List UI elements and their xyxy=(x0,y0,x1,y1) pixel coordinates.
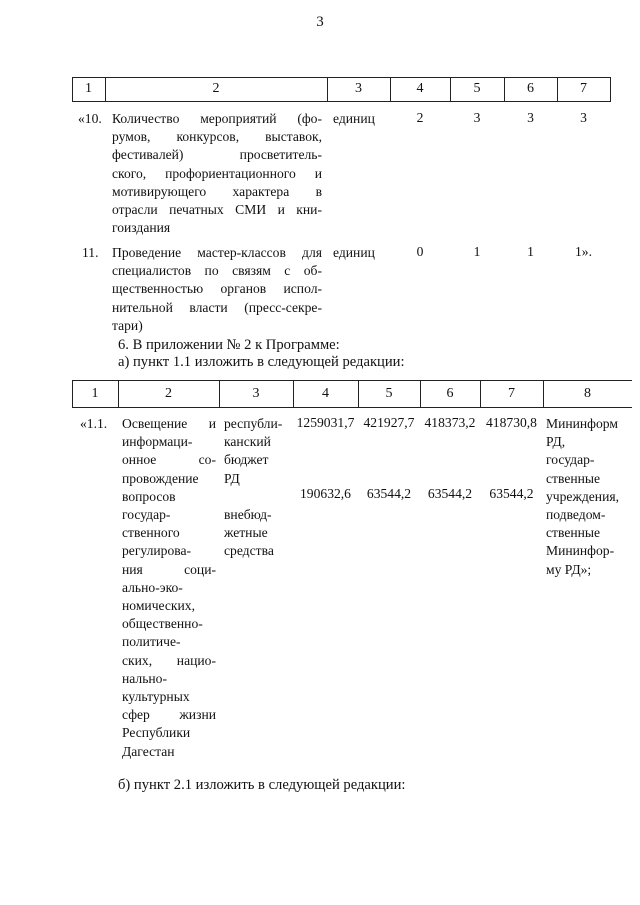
value-col5: 421927,7 xyxy=(363,415,415,430)
t2-header-7: 7 xyxy=(508,386,515,401)
value-col7: 63544,2 xyxy=(489,486,534,501)
executor: Мининформ РД, государ- ственные учреждения, подведом- ственные Мининфор- му РД»; xyxy=(546,416,620,577)
value-col6: 1 xyxy=(527,244,534,259)
t1-header-1: 1 xyxy=(85,81,92,96)
t1-header-2: 2 xyxy=(212,81,220,96)
value-col5: 3 xyxy=(473,110,481,125)
funding-source: внебюд- жетные средства xyxy=(224,507,274,559)
value-col4: 2 xyxy=(416,110,424,125)
indicator-name: Проведение мастер-классов для специалистов по связям с об- щественностью органов испол- нительной власти (пресс-секре- тари) xyxy=(112,245,322,333)
paragraph-6a: а) пункт 1.1 изложить в следующей редакции: xyxy=(118,354,405,370)
value-col7: 1». xyxy=(575,244,592,259)
t2-header-8: 8 xyxy=(584,386,591,401)
t1-header-4: 4 xyxy=(416,81,424,96)
unit: единиц xyxy=(333,111,375,126)
value-col6: 63544,2 xyxy=(427,486,473,501)
unit: единиц xyxy=(333,245,375,260)
t2-header-3: 3 xyxy=(252,386,260,401)
value-col5: 63544,2 xyxy=(366,486,412,501)
page-number: 3 xyxy=(316,14,324,30)
value-col4: 0 xyxy=(416,244,424,259)
t2-header-4: 4 xyxy=(322,386,329,401)
t2-header-1: 1 xyxy=(91,386,99,401)
indicator-name: Количество мероприятий (фо- румов, конкурсов, выставок, фестивалей) просветитель- ского, профориентационного и мотивирующего характера в отрасли печатных СМИ и кни- гоиздания xyxy=(112,111,322,236)
value-col6: 3 xyxy=(527,110,534,125)
activity-name: Освещение и информаци- онное со- провождение вопросов государ- ственного регулирова- ния соци- ально-эко- номических, общественно- политиче- ских, нацио- нально- культурных сфер жизни Республики Дагестан xyxy=(122,416,216,759)
value-col7: 418730,8 xyxy=(486,415,537,430)
funding-source: республи- канский бюджет РД xyxy=(224,416,283,486)
row-number: «10. xyxy=(78,111,102,126)
row-number: «1.1. xyxy=(80,416,108,431)
value-col6: 418373,2 xyxy=(424,415,476,430)
value-col4: 190632,6 xyxy=(300,486,351,501)
t1-header-5: 5 xyxy=(473,81,481,96)
value-col7: 3 xyxy=(580,110,587,125)
t2-header-5: 5 xyxy=(385,386,393,401)
value-col5: 1 xyxy=(473,244,481,259)
value-col4: 1259031,7 xyxy=(296,415,355,430)
t2-header-2: 2 xyxy=(165,386,172,401)
row-number: 11. xyxy=(82,245,99,260)
t1-header-3: 3 xyxy=(355,81,362,96)
t1-header-7: 7 xyxy=(580,81,587,96)
paragraph-6: 6. В приложении № 2 к Программе: xyxy=(118,337,340,353)
t2-header-6: 6 xyxy=(446,386,454,401)
t1-header-6: 6 xyxy=(527,81,534,96)
paragraph-6b: б) пункт 2.1 изложить в следующей редакции: xyxy=(118,777,406,793)
